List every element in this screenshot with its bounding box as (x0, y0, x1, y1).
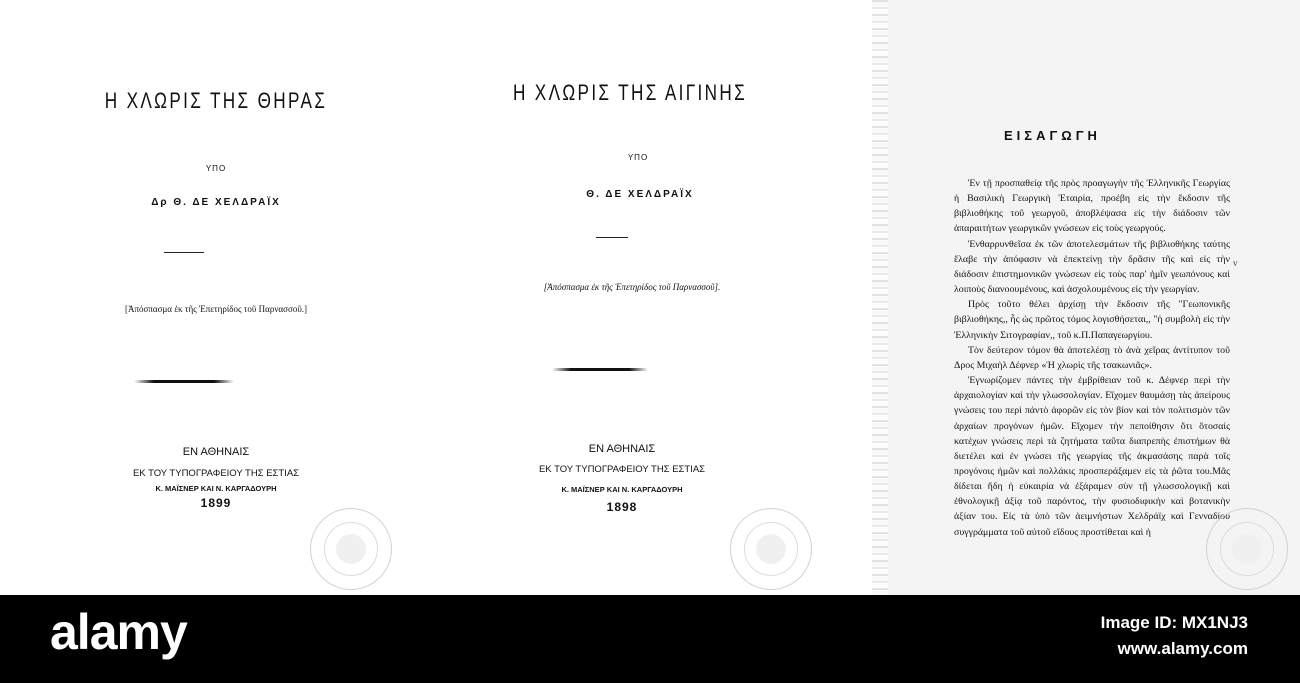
by-line: ΥΠΟ (205, 164, 227, 173)
book-title: Η ΧΛΩΡΙΣ ΤΗΣ ΑΙΓΙΝΗΣ (512, 80, 748, 105)
library-stamp-icon (1206, 508, 1288, 590)
stock-footer (0, 595, 1300, 683)
alamy-logo: alamy (50, 604, 187, 660)
publisher-city: ΕΝ ΑΘΗΝΑΙΣ (182, 446, 250, 458)
paragraph: Ἐγνωρίζομεν πάντες τὴν ἐμβρίθειαν τοῦ κ. Δέφνερ περὶ τὴν ἀρχαιολογίαν καὶ τὴν γλωσσολογίαν. Εἴχομεν θαυμάσῃ τὰς ἀπείρους γνώσεις του περὶ πάντὸ ἀφορῶν εἰς τὸν βίον καὶ τὸν πολιτισμὸν τῶν ἀρχαίων προγόνων ἡμῶν. Εἴχομεν τὴν πεποίθησιν ὅτι ὅτοσαίς κατέχων γνώσεις περὶ τὰ ζητήματα ταῦτα διαπρεπὴς ἐπιστήμων θὰ διετέλει καὶ ἐν γνώσει τῆς γεωργίας τῆς ἀκμασάσης παρὰ τοῖς προγόνοις ἡμῶν καὶ πολλάκις προσπεράξαμεν εἰς τὰ ῥῶτα του.Μᾶς δίδεται ἤδη ἡ εὐκαιρία νὰ ἐξάραμεν σὺν τῇ γλωσσολογικῇ καὶ ἐθνολογικῇ ἀξίᾳ τοῦ παρόντος, τὴν φυσιοδιφικὴν καὶ βοτανικὴν ἀξίαν του. Εἰς τὰ ὑπὸ τῶν ἀειμνήστων Χελδράϊχ καὶ Γενναδίου συγγράμματα τοῦ αὐτοῦ εἴδους προστίθεται καὶ ἡ (954, 375, 1230, 538)
separator-rule (596, 237, 628, 238)
margin-mark: v (1233, 258, 1238, 268)
paragraph: Ἐνθαρρυνθεῖσα ἐκ τῶν ἀποτελεσμάτων τῆς βιβλιοθήκης ταύτης ἔλαβε τὴν ἀπόφασιν νὰ ἐπεκτείνῃ τὴν δρᾶσιν τῆς καὶ εἰς τὴν διάδοσιν ἐπιστημονικῶν γνώσεων εἰς τοὺς παρ' ἡμῖν γεωπόνους καὶ λοιποὺς διανοουμένους, καὶ ἀσχολουμένους εἰς τὴν γεωργίαν. (954, 238, 1230, 296)
paragraph: Πρὸς τοῦτο θέλει ἀρχίσῃ τὴν ἔκδοσιν τῆς "Γεωπονικῆς βιβλιοθήκης,, ἧς ὡς πρῶτος τόμος λογισθήσεται,, "ἡ συμβολὴ εἰς τὴν Ἑλληνικὴν Σιτογραφίαν,, τοῦ κ.Π.Παπαγεωργίου. (954, 299, 1230, 341)
by-line: ΥΠΟ (627, 153, 649, 162)
printer-names: Κ. ΜΑΪΣΝΕΡ ΚΑΙ Ν. ΚΑΡΓΑΔΟΥΡΗ (561, 485, 683, 494)
book-title: Η ΧΛΩΡΙΣ ΤΗΣ ΘΗΡΑΣ (104, 88, 328, 113)
title-page-aegina (432, 0, 872, 595)
ornamental-rule (134, 380, 234, 383)
source-note: [Ἀπόσπασμα ἐκ τῆς Ἐπετηρίδος τοῦ Παρνασσοῦ.] (124, 304, 308, 314)
section-heading: ΕΙΣΑΓΩΓΗ (1004, 128, 1101, 143)
ornamental-rule (552, 368, 648, 371)
author-name: Δρ Θ. ΔΕ ΧΕΛΔΡΑΪΧ (151, 197, 281, 208)
image-id: Image ID: MX1NJ3 (1100, 613, 1248, 632)
publication-year: 1898 (606, 500, 638, 514)
paragraph: Ἐν τῇ προσπαθείᾳ τῆς πρὸς προαγωγὴν τῆς Ἑλληνικῆς Γεωργίας ἡ Βασιλικὴ Γεωργικὴ Ἑταιρία, προέβη εἰς τὴν ἔκδοσιν τῆς βιβλιοθήκης τοῦ γεωργοῦ, ἀποβλέψασα εἰς τὴν διάδοσιν τῶν ἀπαραιτήτων γεωργικῶν γνώσεων εἰς τοὺς γεωργούς. (954, 178, 1230, 235)
paragraph: Τὸν δεύτερον τόμον θὰ ἀποτελέσῃ τὸ ἀνὰ χεῖρας ἀντίτυπον τοῦ Δρος Μιχαὴλ Δέφνερ «Ἡ χλωρὶς τῆς τσακωνιᾶς». (954, 344, 1230, 371)
printer-names: Κ. ΜΑΪΣΝΕΡ ΚΑΙ Ν. ΚΑΡΓΑΔΟΥΡΗ (155, 484, 277, 493)
library-stamp-icon (730, 508, 812, 590)
introduction-page (872, 0, 1300, 595)
library-stamp-icon (310, 508, 392, 590)
title-page-thera (0, 0, 432, 595)
publisher-city: ΕΝ ΑΘΗΝΑΙΣ (588, 443, 656, 455)
publication-year: 1899 (200, 496, 232, 510)
site-url: www.alamy.com (1117, 639, 1248, 658)
publisher-name: ΕΚ ΤΟΥ ΤΥΠΟΓΡΑΦΕΙΟΥ ΤΗΣ ΕΣΤΙΑΣ (538, 464, 706, 475)
publisher-name: ΕΚ ΤΟΥ ΤΥΠΟΓΡΑΦΕΙΟΥ ΤΗΣ ΕΣΤΙΑΣ (132, 468, 300, 479)
separator-rule (164, 252, 204, 253)
source-note: [Ἀπόσπασμα ἐκ τῆς Ἐπετηρίδος τοῦ Παρνασσοῦ]. (543, 282, 721, 292)
page-edge-shadow (872, 0, 888, 595)
introduction-body (954, 176, 1230, 540)
author-name: Θ. ΔΕ ΧΕΛΔΡΑΪΧ (586, 189, 694, 200)
